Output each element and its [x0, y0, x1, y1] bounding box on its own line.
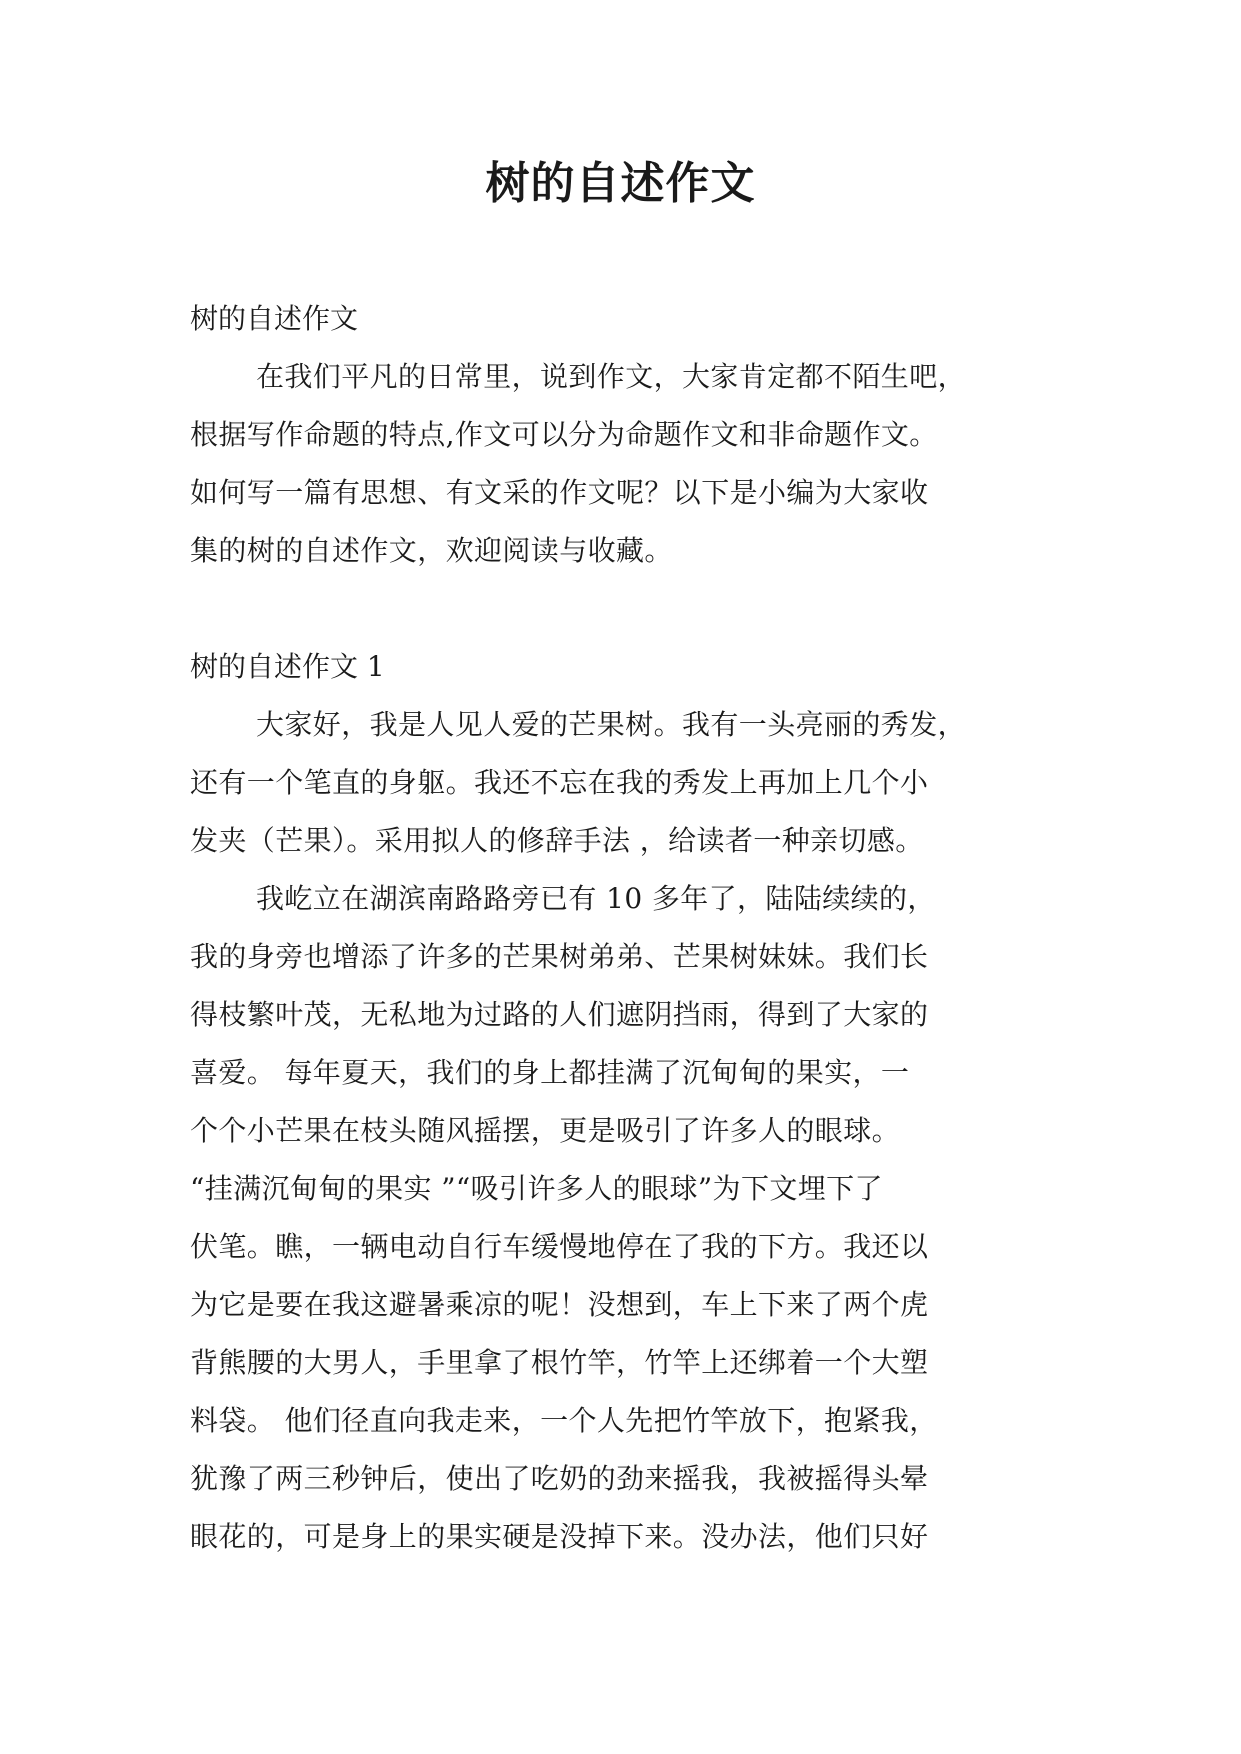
paragraph-line: 还有一个笔直的身躯。我还不忘在我的秀发上再加上几个小: [190, 766, 929, 799]
paragraph-line: 得枝繁叶茂，无私地为过路的人们遮阴挡雨，得到了大家的: [190, 998, 929, 1031]
paragraph-line: 我的身旁也增添了许多的芒果树弟弟、芒果树妹妹。我们长: [190, 940, 929, 973]
document-body: [190, 290, 1070, 1566]
paragraph-line: 犹豫了两三秒钟后，使出了吃奶的劲来摇我，我被摇得头晕: [190, 1462, 929, 1495]
paragraph-line: 眼花的，可是身上的果实硬是没掉下来。没办法，他们只好: [190, 1520, 929, 1553]
body-paragraph: [190, 696, 1070, 870]
paragraph-line: 发夹（芒果）。采用拟人的修辞手法 ，给读者一种亲切感。: [190, 824, 924, 857]
paragraph-line: 我屹立在湖滨南路路旁已有 10 多年了，陆陆续续的，: [256, 882, 936, 915]
section-heading: 树的自述作文 1: [190, 650, 385, 683]
body-paragraph: [190, 870, 1070, 1566]
paragraph-line: 喜爱。 每年夏天，我们的身上都挂满了沉甸甸的果实，一: [190, 1056, 910, 1089]
intro-paragraph: [190, 348, 1070, 580]
document-title: 树的自述作文: [485, 158, 756, 209]
paragraph-line: 在我们平凡的日常里，说到作文，大家肯定都不陌生吧，: [256, 360, 967, 393]
paragraph-line: 背熊腰的大男人，手里拿了根竹竿，竹竿上还绑着一个大塑: [190, 1346, 929, 1379]
paragraph-line: 伏笔。瞧，一辆电动自行车缓慢地停在了我的下方。我还以: [190, 1230, 929, 1263]
paragraph-line: 料袋。 他们径直向我走来，一个人先把竹竿放下，抱紧我，: [190, 1404, 938, 1437]
paragraph-line: 如何写一篇有思想、有文采的作文呢？以下是小编为大家收: [190, 476, 929, 509]
paragraph-line: 根据写作命题的特点,作文可以分为命题作文和非命题作文。: [190, 418, 938, 451]
paragraph-line: “挂满沉甸甸的果实 ”“吸引许多人的眼球”为下文埋下了: [190, 1172, 883, 1205]
paragraph-line: 大家好，我是人见人爱的芒果树。我有一头亮丽的秀发，: [256, 708, 967, 741]
paragraph-spacer: [190, 580, 1070, 638]
paragraph-line: 为它是要在我这避暑乘凉的呢！没想到，车上下来了两个虎: [190, 1288, 929, 1321]
intro-heading: 树的自述作文: [190, 302, 359, 335]
paragraph-line: 集的树的自述作文，欢迎阅读与收藏。: [190, 534, 673, 567]
paragraph-line: 个个小芒果在枝头随风摇摆，更是吸引了许多人的眼球。: [190, 1114, 901, 1147]
